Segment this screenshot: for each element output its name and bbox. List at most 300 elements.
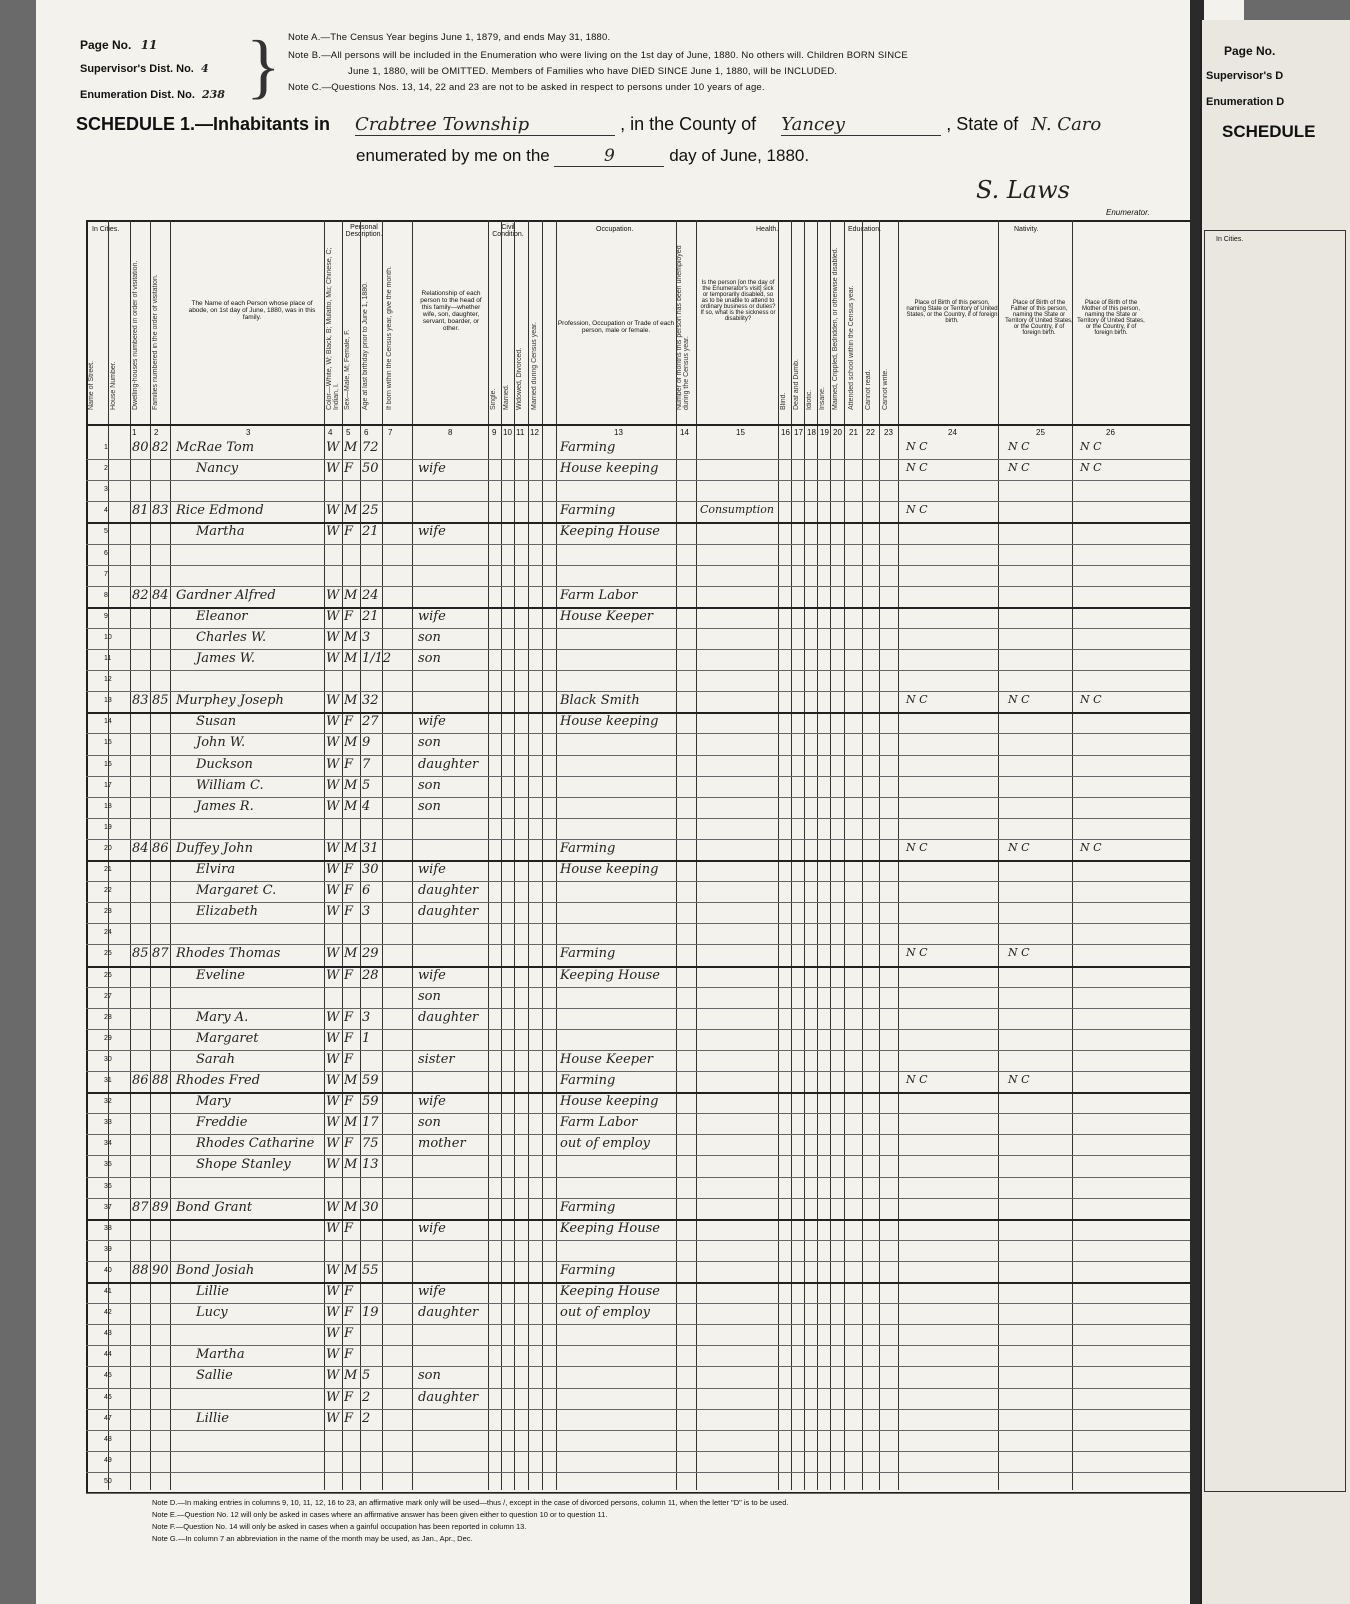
line-number: 29 (104, 1034, 112, 1042)
cell-age: 17 (362, 1115, 379, 1131)
cell-name: Margaret C. (196, 883, 277, 899)
cell-sex: M (344, 1368, 358, 1384)
cell-birth: N C (906, 946, 928, 960)
footnote-g: Note G.—In column 7 an abbreviation in the name of the month may be used, as Jan., Apr., Dec. (152, 1534, 473, 1543)
cell-occ: House Keeper (560, 608, 654, 624)
colnum-13: 13 (614, 428, 623, 437)
grid-column-line (108, 220, 109, 1490)
grid-row-line (86, 586, 1194, 587)
cell-color: W (326, 904, 340, 920)
day-value: 9 (554, 146, 664, 167)
cell-rel: son (418, 735, 441, 751)
enumeration-row (80, 88, 225, 101)
grid-row-line (86, 1324, 1194, 1325)
cell-color: W (326, 608, 340, 624)
cell-color: W (326, 967, 340, 983)
cell-sex: M (344, 440, 358, 455)
cell-birth: N C (906, 503, 928, 517)
line-number: 24 (104, 929, 112, 937)
cell-sex: F (344, 1326, 354, 1342)
colnum-21: 21 (849, 428, 858, 437)
grid-row-line (86, 459, 1194, 460)
line-number: 40 (104, 1266, 112, 1274)
right-table (1204, 230, 1346, 1492)
cell-sex: M (344, 946, 358, 962)
line-number: 15 (104, 739, 112, 747)
grid-row-line (86, 987, 1194, 988)
enumerator-label: Enumerator. (1106, 208, 1150, 217)
line-number: 7 (104, 570, 108, 578)
col-occupation: Profession, Occupation or Trade of each person, male or female. (557, 320, 675, 334)
grid-row-line (86, 1008, 1194, 1009)
page-no-label: Page No. (80, 38, 132, 52)
line-number: 31 (104, 1077, 112, 1084)
grid-column-line (817, 220, 818, 1490)
cell-color: W (326, 1136, 340, 1152)
cell-dwelling: 84 (132, 840, 149, 856)
col-sickness: Is the person [on the day of the Enumerator's visit] sick or temporarily disabled, so as to be unable to attend to ordinary business or duties? If so, what is the sickness or disability? (700, 280, 776, 322)
cell-sex: F (344, 1389, 354, 1405)
line-number: 33 (104, 1119, 112, 1127)
grid-column-line (412, 220, 413, 1490)
line-number: 49 (104, 1456, 112, 1464)
cell-color: W (326, 1389, 340, 1405)
cell-name: Bond Grant (176, 1199, 253, 1215)
colnum-7: 7 (388, 428, 393, 437)
line-number: 3 (104, 486, 108, 494)
cell-occ: House keeping (560, 1094, 659, 1110)
colnum-22: 22 (866, 428, 875, 437)
county-label: , in the County of (620, 114, 757, 134)
cell-age: 2 (362, 1389, 371, 1405)
grid-row-line (86, 1409, 1194, 1410)
cell-age: 6 (362, 883, 371, 899)
cell-name: Rhodes Catharine (196, 1136, 315, 1152)
note-c: Note C.—Questions Nos. 13, 14, 22 and 23 are not to be asked in respect to persons under 10 years of age. (288, 82, 765, 93)
grid-row-line (86, 797, 1194, 798)
col-street: Name of Street. (88, 360, 95, 410)
cell-sex: F (344, 1094, 354, 1110)
grid-column-line (844, 220, 845, 1490)
township-value: Crabtree Township (355, 114, 615, 136)
grid-column-line (542, 220, 543, 1490)
cell-age: 32 (362, 693, 379, 709)
grid-row-line (86, 923, 1194, 924)
line-number: 9 (104, 612, 108, 620)
line-number: 36 (104, 1182, 112, 1190)
cell-birth: N C (906, 440, 928, 453)
cell-color: W (326, 883, 340, 899)
cell-occ: Farm Labor (560, 1115, 638, 1131)
col-mother-birthplace: Place of Birth of the Mother of this person, naming the State or Territory of United States, or the Country, if of foreign birth. (1077, 300, 1145, 336)
line-number: 28 (104, 1013, 112, 1021)
note-b-cont: June 1, 1880, will be OMITTED. Members of Families who have DIED SINCE June 1, 1880, will be INCLUDED. (348, 66, 838, 77)
cell-rel: wife (418, 967, 446, 983)
cell-sex: F (344, 1305, 354, 1321)
cell-father: N C (1008, 440, 1030, 453)
cell-occ: Keeping House (560, 967, 660, 983)
cell-age: 21 (362, 524, 379, 540)
cell-age: 50 (362, 461, 379, 477)
line-number: 44 (104, 1351, 112, 1359)
line-number: 41 (104, 1288, 112, 1295)
right-in-cities: In Cities. (1216, 236, 1244, 243)
cell-age: 25 (362, 503, 379, 519)
grid-row-line (86, 1451, 1194, 1452)
cell-age: 9 (362, 735, 371, 751)
cell-rel: son (418, 777, 441, 793)
col-color: Color—White, W; Black, B; Mulatto, Mu; Chinese, C; Indian, I. (326, 247, 340, 410)
cell-age: 30 (362, 862, 379, 877)
cell-age: 59 (362, 1094, 379, 1110)
grid-column-line (696, 220, 697, 1490)
cell-dwelling: 86 (132, 1073, 149, 1088)
cell-age: 5 (362, 1368, 371, 1384)
cell-color: W (326, 1347, 340, 1363)
colnum-26: 26 (1106, 428, 1115, 437)
cell-rel: wife (418, 1220, 446, 1236)
cell-mother: N C (1080, 461, 1102, 475)
supervisor-row (80, 62, 209, 75)
cell-color: W (326, 461, 340, 477)
line-number: 12 (104, 676, 112, 684)
cell-name: Shope Stanley (196, 1157, 291, 1173)
supervisor-label: Supervisor's Dist. No. (80, 63, 194, 75)
grid-row-line (86, 649, 1194, 650)
grid-row-line (86, 501, 1194, 502)
col-cannot-read: Cannot read. (865, 369, 872, 410)
cell-name: Lillie (196, 1410, 229, 1426)
line-number: 47 (104, 1414, 112, 1422)
cell-name: Susan (196, 714, 237, 730)
cell-rel: mother (418, 1136, 466, 1152)
cell-sex: F (344, 883, 354, 899)
cell-age: 59 (362, 1073, 379, 1088)
col-relationship: Relationship of each person to the head of this family—whether wife, son, daughter, servant, boarder, or other. (420, 290, 482, 332)
line-number: 6 (104, 549, 108, 557)
col-age: Age at last birthday prior to June 1, 1880. (362, 281, 369, 410)
cell-name: Murphey Joseph (176, 693, 284, 709)
cell-name: Lucy (196, 1305, 228, 1321)
grid-row-line (86, 881, 1194, 882)
line-number: 5 (104, 528, 108, 536)
grid-column-line (170, 220, 171, 1490)
colnum-16: 16 (781, 428, 790, 437)
cell-color: W (326, 503, 340, 519)
cell-name: William C. (196, 777, 264, 793)
cell-family: 89 (152, 1199, 169, 1215)
note-a: Note A.—The Census Year begins June 1, 1879, and ends May 31, 1880. (288, 32, 611, 43)
right-page-no: Page No. (1224, 44, 1276, 58)
grid-column-line (150, 220, 151, 1490)
line-number: 10 (104, 633, 112, 641)
cell-name: Eveline (196, 967, 245, 983)
cell-birth: N C (906, 840, 928, 854)
col-blind: Blind. (780, 392, 787, 410)
colnum-18: 18 (807, 428, 816, 437)
cell-occ: House keeping (560, 862, 659, 877)
grid-column-line (501, 220, 502, 1490)
cell-occ: Keeping House (560, 1220, 660, 1236)
grid-column-line (879, 220, 880, 1490)
cell-rel: son (418, 1115, 441, 1131)
grid-row-line (86, 902, 1194, 903)
enumerated-row (356, 146, 809, 167)
state-value: N. Caro (1031, 114, 1102, 135)
cell-dwelling: 83 (132, 693, 149, 709)
grid-column-line (514, 220, 515, 1490)
cell-name: Duckson (196, 756, 253, 772)
cell-color: W (326, 1220, 340, 1236)
schedule-label: SCHEDULE 1.—Inhabitants in (76, 114, 331, 134)
grid-row-line (86, 733, 1194, 734)
grid-row-line (86, 1303, 1194, 1304)
date-suffix: day of June, 1880. (669, 146, 810, 165)
cell-name: James W. (196, 651, 256, 666)
grid-column-line (360, 220, 361, 1490)
cell-family: 86 (152, 840, 169, 856)
cell-rel: son (418, 798, 441, 814)
cell-name: Gardner Alfred (176, 587, 276, 603)
cell-color: W (326, 1326, 340, 1342)
cell-rel: son (418, 629, 441, 645)
col-dwelling: Dwelling-houses numbered in order of visitation. (132, 260, 139, 410)
line-number: 20 (104, 844, 112, 852)
grid-column-line (998, 220, 999, 1490)
cell-rel: daughter (418, 904, 479, 920)
grid-column-line (324, 220, 325, 1490)
cell-father: N C (1008, 461, 1030, 475)
cell-family: 87 (152, 946, 169, 962)
cell-father: N C (1008, 840, 1030, 854)
cell-name: Lillie (196, 1284, 229, 1299)
right-supervisor: Supervisor's D (1206, 70, 1284, 82)
cell-father: N C (1008, 693, 1030, 707)
supervisor-value: 4 (200, 62, 209, 75)
cell-occ: Farming (560, 1199, 616, 1215)
cell-mother: N C (1080, 693, 1102, 707)
cell-rel: son (418, 651, 441, 666)
grid-row-line (86, 1134, 1194, 1135)
cell-age: 75 (362, 1136, 379, 1152)
line-number: 18 (104, 802, 112, 810)
cell-sex: F (344, 1347, 354, 1363)
cell-age: 29 (362, 946, 379, 962)
col-birthplace: Place of Birth of this person, naming State or Territory of United States, or the Country, if of foreign birth. (906, 300, 998, 324)
cell-rel: wife (418, 524, 446, 540)
line-number: 16 (104, 760, 112, 768)
cell-name: Nancy (196, 461, 239, 477)
cell-rel: daughter (418, 1389, 479, 1405)
cell-mother: N C (1080, 840, 1102, 854)
state-label: , State of (946, 114, 1019, 134)
colnum-9: 9 (492, 428, 497, 437)
cell-sex: F (344, 1051, 354, 1067)
line-number: 26 (104, 971, 112, 979)
colnum-23: 23 (884, 428, 893, 437)
group-occupation: Occupation. (596, 226, 634, 233)
cell-family: 90 (152, 1262, 169, 1278)
cell-father: N C (1008, 1073, 1030, 1086)
grid-row-line (86, 944, 1194, 945)
cell-name: Sarah (196, 1051, 235, 1067)
line-number: 25 (104, 950, 112, 958)
cell-name: James R. (196, 798, 254, 814)
col-months-unemployed: Number of months this person has been unemployed during the Census year. (676, 245, 690, 410)
col-married: Married. (503, 384, 510, 410)
group-education: Education. (848, 226, 882, 233)
cell-age: 3 (362, 1009, 371, 1025)
col-born-month: If born within the Census year, give the month. (386, 266, 393, 410)
line-number: 27 (104, 992, 112, 1000)
grid-row-line (86, 1113, 1194, 1114)
cell-sex: F (344, 608, 354, 624)
line-number: 1 (104, 444, 108, 451)
cell-rel: daughter (418, 883, 479, 899)
grid-column-line (556, 220, 557, 1490)
grid-column-line (804, 220, 805, 1490)
cell-color: W (326, 1073, 340, 1088)
grid-row-line (86, 691, 1194, 692)
grid-row-line (86, 1029, 1194, 1030)
grid-row-line (86, 839, 1194, 840)
grid-row-line (86, 1261, 1194, 1262)
right-facing-page (1200, 20, 1350, 1604)
group-in-cities: In Cities. (92, 226, 120, 233)
cell-name: Duffey John (176, 840, 253, 856)
cell-age: 7 (362, 756, 371, 772)
line-number: 23 (104, 908, 112, 916)
cell-rel: son (418, 1368, 441, 1384)
line-number: 37 (104, 1203, 112, 1211)
cell-name: Elvira (196, 862, 236, 877)
cell-name: John W. (196, 735, 246, 751)
colnum-20: 20 (833, 428, 842, 437)
colnum-3: 3 (246, 428, 251, 437)
colnum-10: 10 (503, 428, 512, 437)
cell-occ: House Keeper (560, 1051, 654, 1067)
footnote-e: Note E.—Question No. 12 will only be asked in cases where an affirmative answer has been given either to question 10 or to question 11. (152, 1510, 608, 1519)
cell-sex: M (344, 1115, 358, 1131)
grid-row-line (86, 1430, 1194, 1431)
cell-sex: M (344, 503, 358, 519)
header-brace: } (246, 26, 281, 106)
line-number: 48 (104, 1435, 112, 1443)
cell-color: W (326, 587, 340, 603)
cell-occ: House keeping (560, 714, 659, 730)
cell-name: Bond Josiah (176, 1262, 255, 1278)
cell-age: 2 (362, 1410, 371, 1426)
right-schedule: SCHEDULE (1222, 122, 1316, 141)
cell-color: W (326, 756, 340, 772)
cell-rel: wife (418, 1284, 446, 1299)
cell-dwelling: 80 (132, 440, 149, 455)
cell-name: Charles W. (196, 629, 267, 645)
header-divider (86, 424, 1194, 426)
grid-row-line (86, 1071, 1194, 1072)
cell-birth: N C (906, 461, 928, 475)
cell-sex: F (344, 1009, 354, 1025)
grid-column-line (778, 220, 779, 1490)
line-number: 17 (104, 781, 112, 789)
cell-age: 28 (362, 967, 379, 983)
cell-sex: M (344, 1073, 358, 1088)
grid-row-line (86, 544, 1194, 545)
cell-rel: wife (418, 1094, 446, 1110)
colnum-8: 8 (448, 428, 453, 437)
cell-occ: out of employ (560, 1136, 650, 1152)
cell-color: W (326, 1009, 340, 1025)
cell-sex: M (344, 798, 358, 814)
cell-family: 83 (152, 503, 169, 519)
cell-age: 5 (362, 777, 371, 793)
cell-color: W (326, 1262, 340, 1278)
cell-color: W (326, 629, 340, 645)
col-father-birthplace: Place of Birth of the Father of this person, naming the State or Territory of United States, or the Country, if of foreign birth. (1005, 300, 1073, 336)
col-house: House Number. (110, 361, 117, 410)
cell-occ: Farming (560, 503, 616, 519)
cell-color: W (326, 651, 340, 666)
line-number: 39 (104, 1245, 112, 1253)
cell-occ: House keeping (560, 461, 659, 477)
cell-rel: wife (418, 714, 446, 730)
cell-sex: F (344, 1030, 354, 1046)
colnum-2: 2 (154, 428, 159, 437)
colnum-25: 25 (1036, 428, 1045, 437)
cell-sex: M (344, 735, 358, 751)
line-number: 2 (104, 465, 108, 473)
grid-column-line (1072, 220, 1073, 1490)
cell-sex: M (344, 1157, 358, 1173)
cell-sex: F (344, 1410, 354, 1426)
cell-health: Consumption (700, 503, 774, 517)
cell-sex: M (344, 840, 358, 856)
colnum-19: 19 (820, 428, 829, 437)
cell-color: W (326, 1051, 340, 1067)
cell-rel: sister (418, 1051, 455, 1067)
cell-father: N C (1008, 946, 1030, 960)
cell-age: 55 (362, 1262, 379, 1278)
cell-occ: Black Smith (560, 693, 640, 709)
line-number: 45 (104, 1372, 112, 1380)
grid-row-line (86, 1198, 1194, 1199)
colnum-12: 12 (530, 428, 539, 437)
footnote-f: Note F.—Question No. 14 will only be asked in cases when a gainful occupation has been reported in column 13. (152, 1522, 527, 1531)
line-number: 38 (104, 1224, 112, 1232)
grid-row-line (86, 1050, 1194, 1051)
cell-name: Mary (196, 1094, 231, 1110)
note-b: Note B.—All persons will be included in the Enumeration who were living on the 1st day of June, 1880. No others will. Children BORN SINCE (288, 50, 908, 61)
grid-row-line (86, 1345, 1194, 1346)
cell-color: W (326, 714, 340, 730)
cell-color: W (326, 524, 340, 540)
grid-column-line (382, 220, 383, 1490)
cell-color: W (326, 1030, 340, 1046)
cell-rel: daughter (418, 1009, 479, 1025)
cell-family: 84 (152, 587, 169, 603)
cell-family: 88 (152, 1073, 169, 1088)
line-number: 14 (104, 718, 112, 726)
cell-name: Rice Edmond (176, 503, 264, 519)
col-family: Families numbered in the order of visitation. (152, 274, 159, 410)
group-health: Health. (756, 226, 779, 233)
cell-occ: out of employ (560, 1305, 650, 1321)
cell-age: 27 (362, 714, 379, 730)
cell-age: 3 (362, 904, 371, 920)
cell-rel: daughter (418, 1305, 479, 1321)
cell-color: W (326, 1284, 340, 1299)
cell-sex: M (344, 693, 358, 709)
